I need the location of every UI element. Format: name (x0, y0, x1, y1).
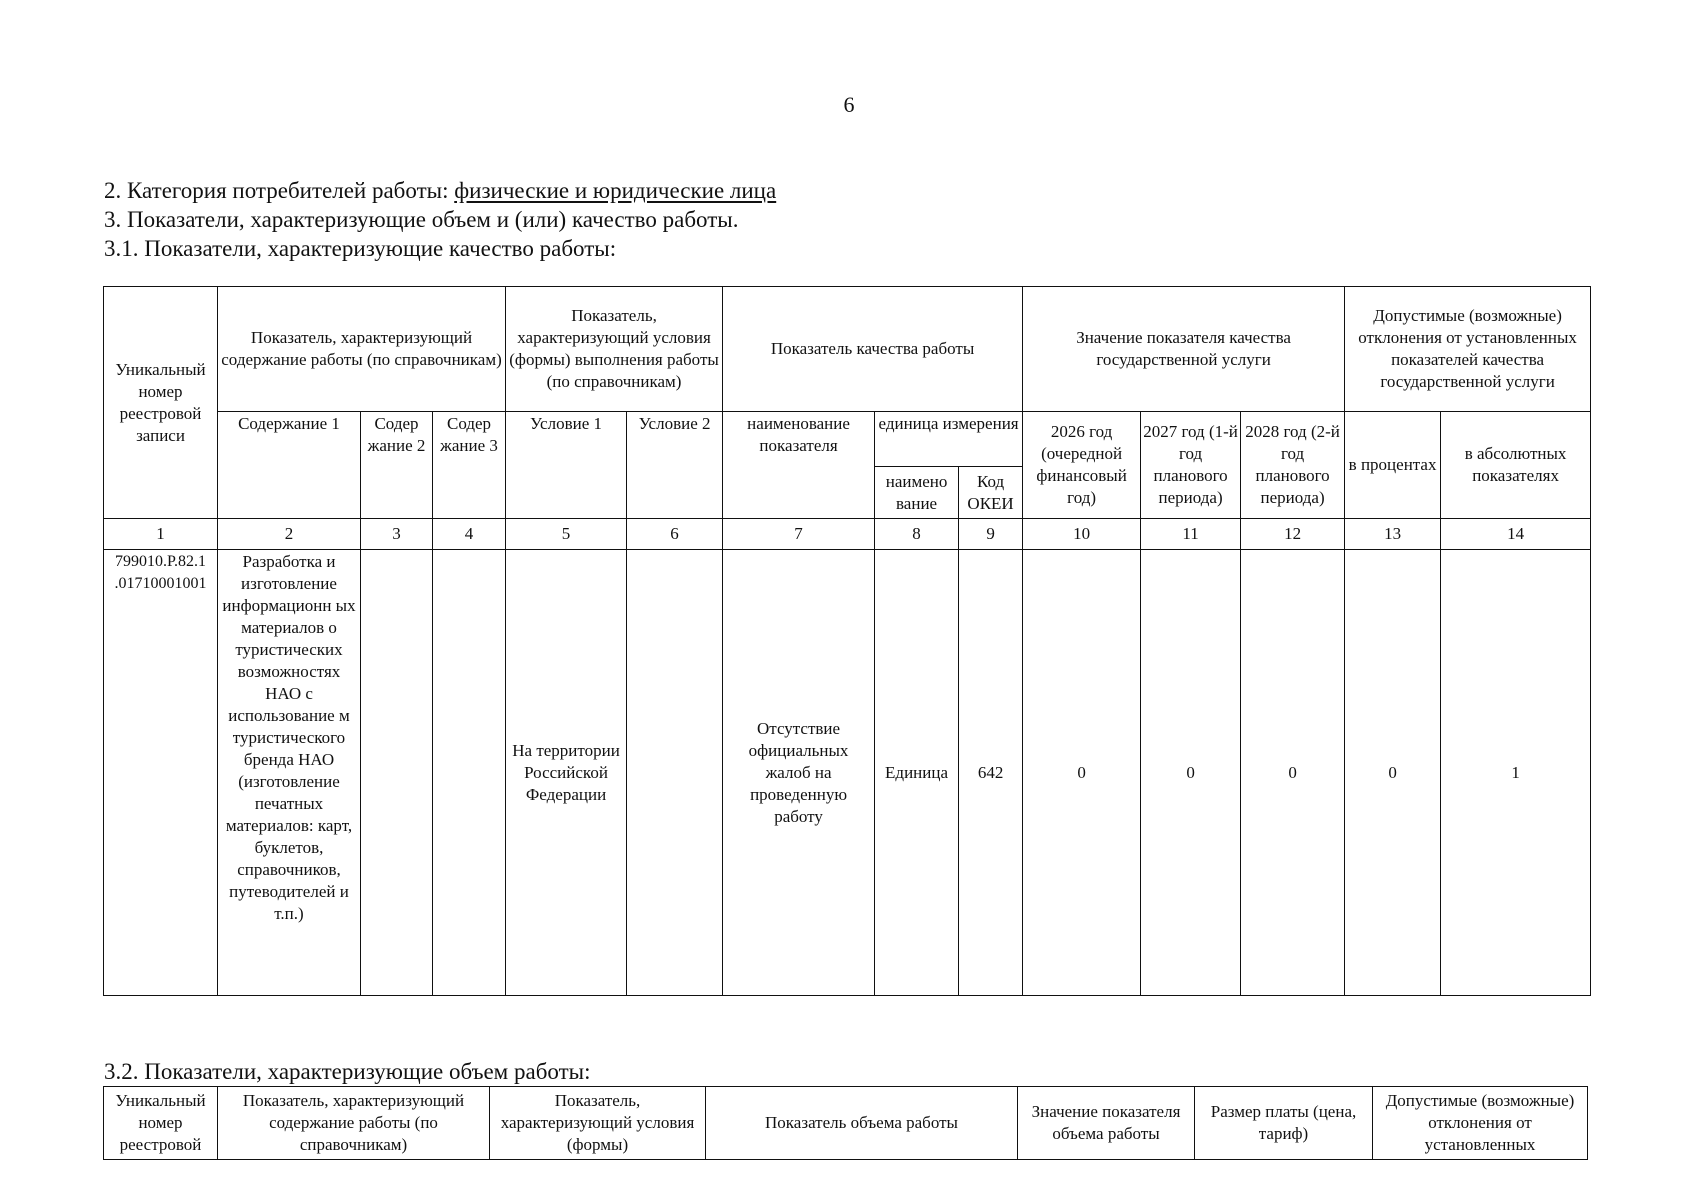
column-number: 7 (723, 519, 875, 550)
volume-header-volume-indicator: Показатель объема работы (706, 1087, 1018, 1160)
column-number: 8 (875, 519, 959, 550)
header-condition-1: Условие 1 (506, 412, 627, 519)
column-number: 4 (433, 519, 506, 550)
header-year-2026: 2026 год (очередной финансовый год) (1023, 412, 1141, 519)
registry-number: 799010.Р.82.1 .01710001001 (104, 550, 218, 996)
content-2-value (361, 550, 433, 996)
deviation-percent-value: 0 (1345, 550, 1441, 996)
deviation-absolute-value: 1 (1441, 550, 1591, 996)
header-deviation-percent: в процентах (1345, 412, 1441, 519)
consumer-category-line (104, 176, 776, 206)
header-condition-2: Условие 2 (627, 412, 723, 519)
condition-1-value: На территории Российской Федерации (506, 550, 627, 996)
volume-header-fee: Размер платы (цена, тариф) (1195, 1087, 1373, 1160)
section-3-2-title: 3.2. Показатели, характеризующие объем работы: (104, 1059, 591, 1084)
header-quality-indicator: Показатель качества работы (723, 287, 1023, 412)
column-number: 5 (506, 519, 627, 550)
header-quality-value: Значение показателя качества государственной услуги (1023, 287, 1345, 412)
volume-header-unique-number: Уникальный номер реестровой (104, 1087, 218, 1160)
column-number-row (104, 519, 1591, 550)
content-3-value (433, 550, 506, 996)
indicator-name-value: Отсутствие официальных жалоб на проведенную работу (723, 550, 875, 996)
value-2026: 0 (1023, 550, 1141, 996)
column-number: 1 (104, 519, 218, 550)
column-number: 3 (361, 519, 433, 550)
column-number: 11 (1141, 519, 1241, 550)
work-content: Разработка и изготовление информационн ых материалов о туристических возможностях НАО с использование м туристического бренда НАО (изготовление печатных материалов: карт, буклетов, справочников, путеводителей и т.п.) (218, 550, 361, 996)
section-3-title: 3. Показатели, характеризующие объем и (или) качество работы. (104, 207, 739, 232)
header-deviation-absolute: в абсолютных показателях (1441, 412, 1591, 519)
table-row (104, 550, 1591, 996)
volume-header-content-indicator: Показатель, характеризующий содержание работы (по справочникам) (218, 1087, 490, 1160)
section-3-1-title: 3.1. Показатели, характеризующие качество работы: (104, 236, 617, 261)
column-number: 9 (959, 519, 1023, 550)
consumer-category-label: 2. Категория потребителей работы: (104, 178, 455, 203)
column-number: 2 (218, 519, 361, 550)
header-year-2027: 2027 год (1-й год планового периода) (1141, 412, 1241, 519)
column-number: 10 (1023, 519, 1141, 550)
consumer-category-value: физические и юридические лица (454, 178, 777, 203)
unit-name-value: Единица (875, 550, 959, 996)
header-allowed-deviation: Допустимые (возможные) отклонения от установленных показателей качества государственной услуги (1345, 287, 1591, 412)
header-content-1: Содержание 1 (218, 412, 361, 519)
column-number: 6 (627, 519, 723, 550)
header-content-3: Содер жание 3 (433, 412, 506, 519)
header-unique-number: Уникальный номер реестровой записи (104, 287, 218, 519)
column-number: 14 (1441, 519, 1591, 550)
header-content-indicator: Показатель, характеризующий содержание работы (по справочникам) (218, 287, 506, 412)
condition-2-value (627, 550, 723, 996)
okei-code-value: 642 (959, 550, 1023, 996)
volume-header-value: Значение показателя объема работы (1018, 1087, 1195, 1160)
header-measurement-unit: единица измерения (875, 412, 1023, 467)
column-number: 12 (1241, 519, 1345, 550)
header-unit-name: наимено вание (875, 467, 959, 519)
header-content-2: Содер жание 2 (361, 412, 433, 519)
page-number: 6 (843, 92, 855, 117)
volume-header-deviation: Допустимые (возможные) отклонения от установленных (1373, 1087, 1588, 1160)
column-number: 13 (1345, 519, 1441, 550)
quality-indicators-table (103, 286, 1591, 996)
volume-indicators-table (103, 1086, 1588, 1160)
header-okei-code: Код ОКЕИ (959, 467, 1023, 519)
header-year-2028: 2028 год (2-й год планового периода) (1241, 412, 1345, 519)
header-condition-indicator: Показатель, характеризующий условия (формы) выполнения работы (по справочникам) (506, 287, 723, 412)
value-2027: 0 (1141, 550, 1241, 996)
volume-header-condition-indicator: Показатель, характеризующий условия (формы) (490, 1087, 706, 1160)
value-2028: 0 (1241, 550, 1345, 996)
header-indicator-name: наименование показателя (723, 412, 875, 519)
